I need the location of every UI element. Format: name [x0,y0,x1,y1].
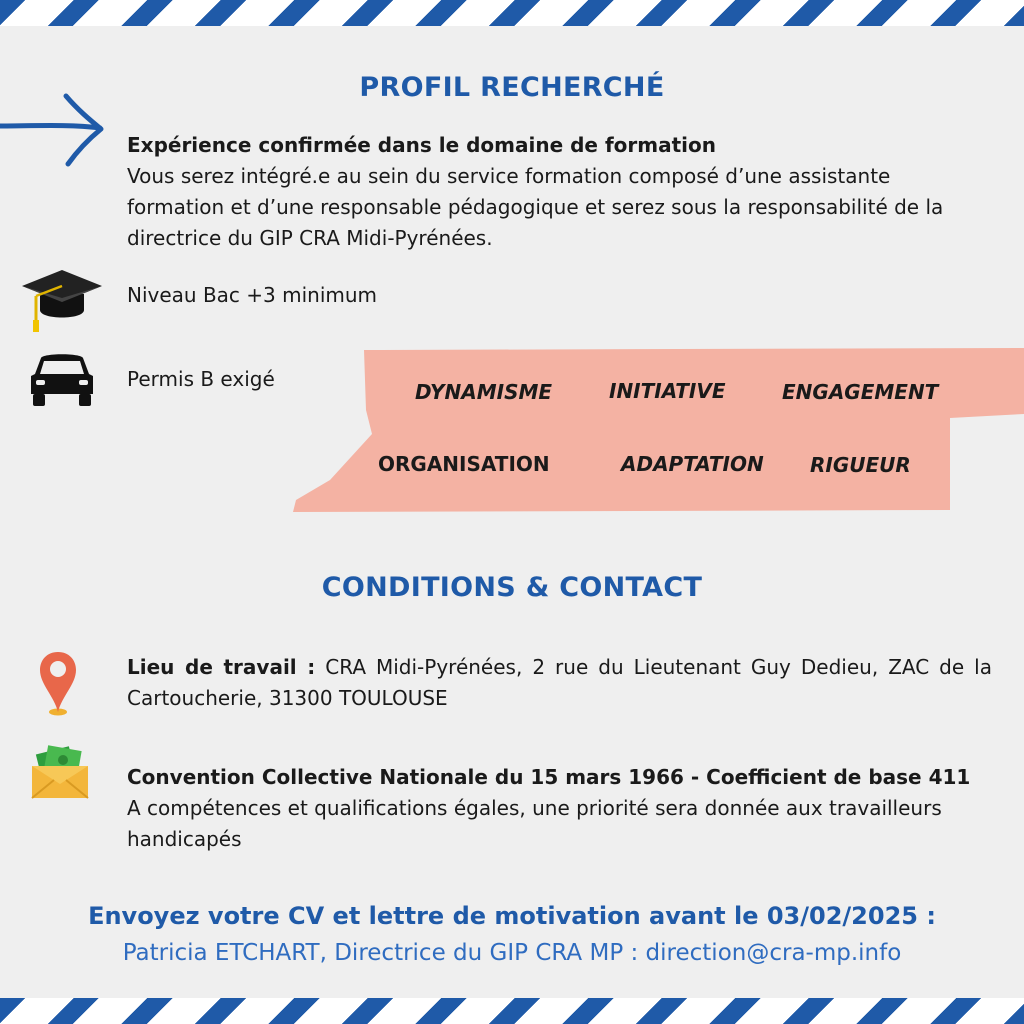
niveau-text: Niveau Bac +3 minimum [127,283,378,307]
convention-block [127,762,992,855]
bottom-stripe-border [0,998,1024,1024]
cta-contact[interactable]: Patricia ETCHART, Directrice du GIP CRA MP : direction@cra-mp.info [122,940,902,966]
profil-title: PROFIL RECHERCHÉ [359,72,665,103]
convention-title: Convention Collective Nationale du 15 mars 1966 - Coefficient de base 411 [127,765,971,789]
lieu-text: CRA Midi-Pyrénées, 2 rue du Lieutenant Guy Dedieu, ZAC de la Cartoucherie, 31300 TOULOUSE [127,655,992,710]
quality-tag: DYNAMISME [415,380,553,404]
location-pin-icon [38,650,78,718]
experience-title: Expérience confirmée dans le domaine de formation [127,133,716,157]
quality-tag: ADAPTATION [621,452,764,476]
quality-tag: ENGAGEMENT [782,380,939,404]
lieu-label: Lieu de travail : [127,655,316,679]
quality-tag: RIGUEUR [810,453,911,477]
money-envelope-icon [30,742,90,802]
experience-text: Vous serez intégré.e au sein du service formation composé d’une assistante formation et d’une responsable pédagogique et serez sous la responsabilité de la directrice du GIP CRA Midi-Pyrénées. [127,164,944,250]
quality-tag: ORGANISATION [378,452,550,476]
permis-text: Permis B exigé [127,367,275,391]
conditions-title: CONDITIONS & CONTACT [321,572,703,603]
quality-tag: INITIATIVE [609,379,726,403]
lieu-block [127,652,992,714]
convention-text: A compétences et qualifications égales, une priorité sera donnée aux travailleurs handicapés [127,796,942,851]
cta-title: Envoyez votre CV et lettre de motivation avant le 03/02/2025 : [88,902,936,930]
